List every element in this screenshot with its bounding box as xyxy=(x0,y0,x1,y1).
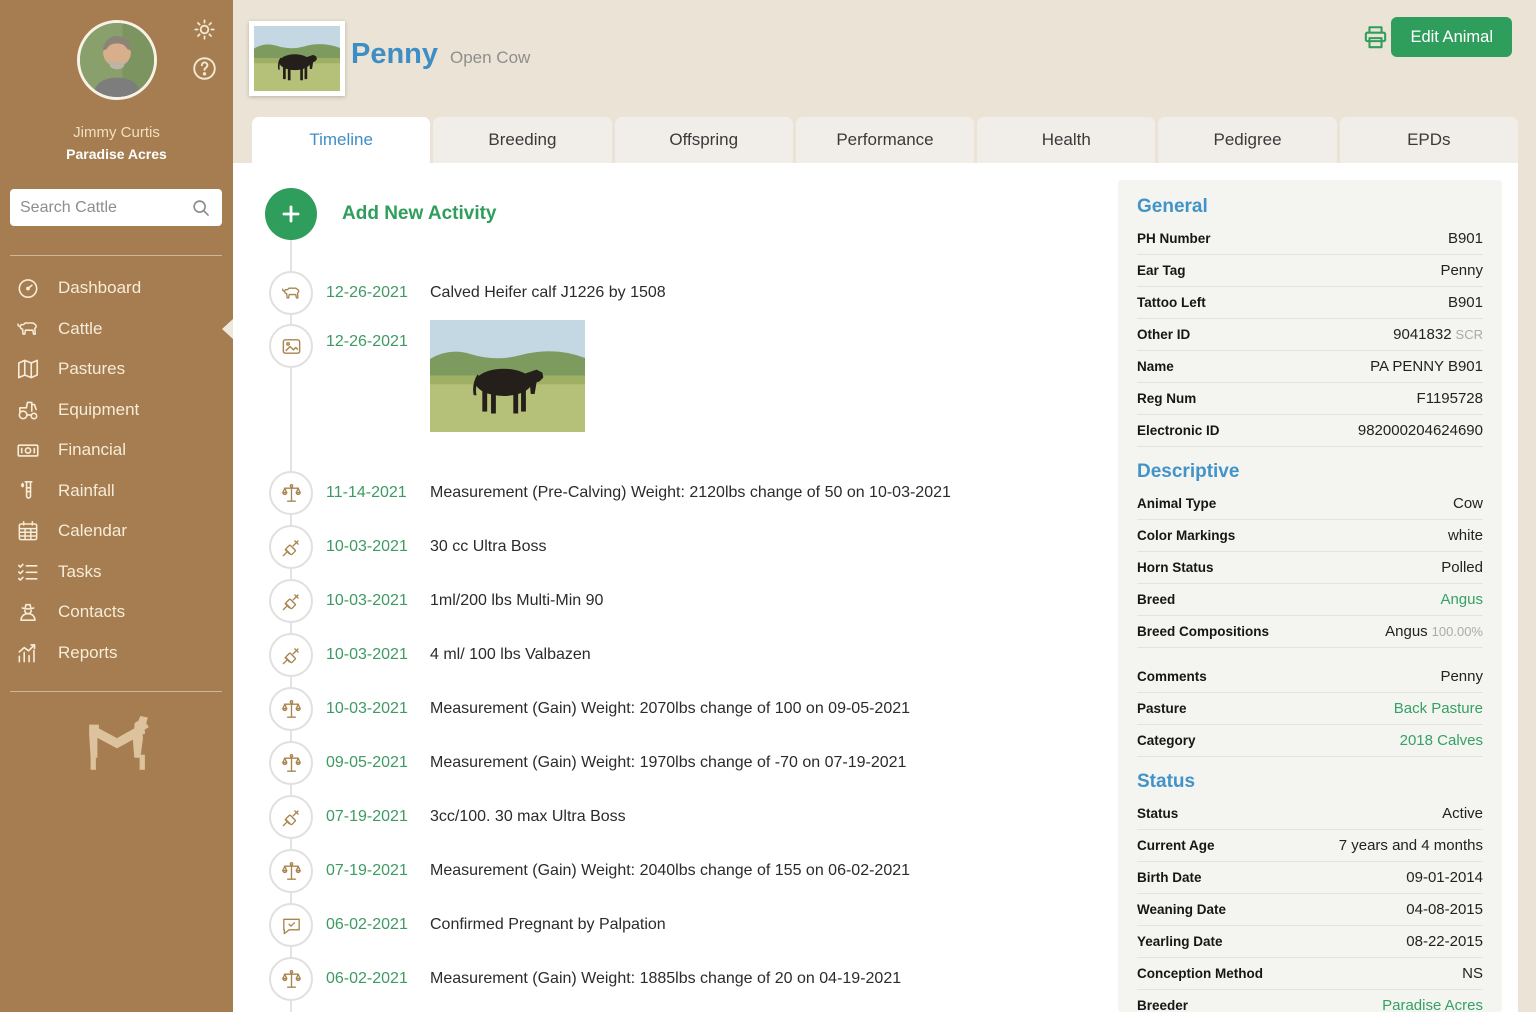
active-item-notch xyxy=(222,319,233,339)
detail-value-suffix: 100.00% xyxy=(1431,624,1483,639)
detail-label: Ear Tag xyxy=(1137,263,1186,278)
sidebar-item-label: Reports xyxy=(58,642,118,662)
sidebar-nav xyxy=(0,268,233,673)
sidebar-item-label: Contacts xyxy=(58,602,126,622)
entry-text: Calved Heifer calf J1226 by 1508 xyxy=(430,284,666,301)
main-area xyxy=(233,0,1536,1012)
timeline xyxy=(233,163,1113,1012)
detail-value[interactable]: 2018 Calves xyxy=(1399,732,1483,749)
sidebar-item-pastures[interactable] xyxy=(0,349,233,390)
detail-row-reg-num xyxy=(1137,383,1483,415)
cattle-icon xyxy=(15,316,41,342)
entry-date: 06-02-2021 xyxy=(326,970,408,987)
chat-check-icon xyxy=(269,903,313,947)
timeline-entry xyxy=(233,790,1113,844)
tab-performance[interactable]: Performance xyxy=(796,117,974,163)
sidebar-item-dashboard[interactable] xyxy=(0,268,233,309)
detail-label: Yearling Date xyxy=(1137,934,1223,949)
detail-value: Active xyxy=(1442,805,1483,822)
detail-value-suffix: SCR xyxy=(1455,327,1483,342)
detail-row-yearling-date xyxy=(1137,926,1483,958)
sidebar-item-label: Equipment xyxy=(58,399,140,419)
tab-offspring[interactable]: Offspring xyxy=(615,117,793,163)
equipment-icon xyxy=(15,397,41,423)
entry-text: Measurement (Gain) Weight: 1970lbs change of -70 on 07-19-2021 xyxy=(430,754,907,771)
dashboard-icon xyxy=(15,275,41,301)
detail-label: Color Markings xyxy=(1137,528,1236,543)
sidebar-divider xyxy=(10,691,222,692)
ranch-name: Paradise Acres xyxy=(66,146,167,162)
entry-text: Measurement (Gain) Weight: 2070lbs change of 100 on 09-05-2021 xyxy=(430,700,911,717)
pastures-icon xyxy=(15,356,41,382)
detail-label: Animal Type xyxy=(1137,496,1217,511)
cattlemax-logo xyxy=(68,708,166,780)
detail-value: 9041832 SCR xyxy=(1393,326,1483,343)
detail-row-tattoo-left xyxy=(1137,287,1483,319)
entry-text: Measurement (Gain) Weight: 2040lbs change of 155 on 06-02-2021 xyxy=(430,862,911,879)
detail-row-ph-number xyxy=(1137,223,1483,255)
sidebar xyxy=(0,0,233,1012)
gear-icon[interactable] xyxy=(191,16,218,43)
sidebar-item-label: Rainfall xyxy=(58,480,115,500)
content-sheet xyxy=(233,163,1518,1012)
scale-icon xyxy=(269,687,313,731)
entry-date: 10-03-2021 xyxy=(326,700,408,717)
scale-icon xyxy=(269,741,313,785)
detail-label: PH Number xyxy=(1137,231,1211,246)
detail-label: Status xyxy=(1137,806,1179,821)
tab-health[interactable]: Health xyxy=(977,117,1155,163)
sidebar-item-calendar[interactable] xyxy=(0,511,233,552)
sidebar-divider xyxy=(10,255,222,256)
sidebar-item-financial[interactable] xyxy=(0,430,233,471)
entry-date: 07-19-2021 xyxy=(326,862,408,879)
sidebar-item-rainfall[interactable] xyxy=(0,471,233,512)
detail-row-category xyxy=(1137,725,1483,757)
detail-row-electronic-id xyxy=(1137,415,1483,447)
sidebar-item-label: Dashboard xyxy=(58,278,142,298)
animal-name: Penny xyxy=(351,38,439,70)
scale-icon xyxy=(269,471,313,515)
add-activity-button[interactable] xyxy=(265,188,317,240)
entry-date: 10-03-2021 xyxy=(326,538,408,555)
animal-status: Open Cow xyxy=(450,48,531,67)
search-icon xyxy=(190,197,212,219)
sidebar-item-equipment[interactable] xyxy=(0,390,233,431)
detail-row-breeder xyxy=(1137,990,1483,1012)
detail-row-weaning-date xyxy=(1137,894,1483,926)
entry-text: Confirmed Pregnant by Palpation xyxy=(430,916,666,933)
detail-row-other-id xyxy=(1137,319,1483,351)
timeline-entry xyxy=(233,628,1113,682)
section-title-descriptive: Descriptive xyxy=(1137,461,1240,482)
detail-label: Other ID xyxy=(1137,327,1191,342)
timeline-entry xyxy=(233,844,1113,898)
syringe-icon xyxy=(269,795,313,839)
entry-date: 12-26-2021 xyxy=(326,333,408,350)
detail-value: Polled xyxy=(1441,559,1483,576)
detail-label: Conception Method xyxy=(1137,966,1263,981)
help-icon[interactable] xyxy=(190,54,219,83)
detail-label: Breed xyxy=(1137,592,1176,607)
detail-value: Penny xyxy=(1440,668,1483,685)
entry-date: 11-14-2021 xyxy=(326,484,407,501)
section-title-status: Status xyxy=(1137,771,1196,792)
timeline-entry xyxy=(233,574,1113,628)
detail-row-comments xyxy=(1137,661,1483,693)
detail-value: 7 years and 4 months xyxy=(1338,837,1483,854)
reports-icon xyxy=(15,640,41,666)
detail-label: Birth Date xyxy=(1137,870,1202,885)
timeline-entries xyxy=(233,266,1113,1006)
detail-label: Pasture xyxy=(1137,701,1187,716)
detail-row-breed-compositions xyxy=(1137,616,1483,648)
entry-date: 07-19-2021 xyxy=(326,808,408,825)
entry-text: 30 cc Ultra Boss xyxy=(430,538,547,555)
detail-value: B901 xyxy=(1447,230,1483,247)
detail-value[interactable]: Back Pasture xyxy=(1393,700,1483,717)
detail-label: Horn Status xyxy=(1137,560,1214,575)
timeline-entry xyxy=(233,898,1113,952)
detail-label: Breeder xyxy=(1137,998,1189,1012)
detail-label: Reg Num xyxy=(1137,391,1197,406)
detail-value: 08-22-2015 xyxy=(1406,933,1483,950)
sidebar-item-label: Pastures xyxy=(58,359,126,379)
contacts-icon xyxy=(15,599,41,625)
detail-row-name xyxy=(1137,351,1483,383)
syringe-icon xyxy=(269,633,313,677)
tab-pedigree[interactable]: Pedigree xyxy=(1158,117,1336,163)
entry-date: 10-03-2021 xyxy=(326,592,408,609)
timeline-entry xyxy=(233,736,1113,790)
timeline-entry xyxy=(233,682,1113,736)
tab-bar xyxy=(252,117,1518,163)
detail-row-birth-date xyxy=(1137,862,1483,894)
detail-value: white xyxy=(1447,527,1483,544)
user-name: Jimmy Curtis xyxy=(73,124,160,141)
detail-value: 982000204624690 xyxy=(1357,422,1483,439)
detail-value: Angus 100.00% xyxy=(1385,623,1483,640)
detail-label: Electronic ID xyxy=(1137,423,1220,438)
detail-row-ear-tag xyxy=(1137,255,1483,287)
detail-label: Current Age xyxy=(1137,838,1215,853)
tasks-icon xyxy=(15,559,41,585)
tab-timeline[interactable]: Timeline xyxy=(252,117,430,163)
detail-label: Category xyxy=(1137,733,1196,748)
detail-value: Penny xyxy=(1440,262,1483,279)
details-panel xyxy=(1118,180,1502,1012)
detail-value: NS xyxy=(1462,965,1483,982)
avatar[interactable] xyxy=(77,20,157,100)
detail-value: F1195728 xyxy=(1416,390,1483,407)
detail-row-breed xyxy=(1137,584,1483,616)
sidebar-item-label: Cattle xyxy=(58,318,103,338)
detail-value: B901 xyxy=(1447,294,1483,311)
detail-row-current-age xyxy=(1137,830,1483,862)
tab-epds[interactable]: EPDs xyxy=(1340,117,1518,163)
tab-breeding[interactable]: Breeding xyxy=(433,117,611,163)
rainfall-icon xyxy=(15,478,41,504)
detail-value[interactable]: Angus xyxy=(1440,591,1483,608)
syringe-icon xyxy=(269,525,313,569)
entry-text: 1ml/200 lbs Multi-Min 90 xyxy=(430,592,604,609)
detail-value: PA PENNY B901 xyxy=(1370,358,1483,375)
detail-row-status xyxy=(1137,798,1483,830)
entry-date: 12-26-2021 xyxy=(326,284,408,301)
detail-value: 04-08-2015 xyxy=(1406,901,1483,918)
syringe-icon xyxy=(269,579,313,623)
timeline-entry xyxy=(233,466,1113,520)
sidebar-item-tasks[interactable] xyxy=(0,552,233,593)
entry-text: 3cc/100. 30 max Ultra Boss xyxy=(430,808,626,825)
detail-row-color-markings xyxy=(1137,520,1483,552)
entry-text: Measurement (Pre-Calving) Weight: 2120lbs change of 50 on 10-03-2021 xyxy=(430,484,951,501)
sidebar-item-contacts[interactable] xyxy=(0,592,233,633)
search-input[interactable] xyxy=(20,199,190,217)
detail-label: Name xyxy=(1137,359,1174,374)
sidebar-item-label: Tasks xyxy=(58,561,102,581)
cow-icon xyxy=(269,271,313,315)
print-icon[interactable] xyxy=(1361,23,1390,52)
detail-value: 09-01-2014 xyxy=(1406,869,1483,886)
timeline-entry xyxy=(233,320,1113,466)
detail-row-conception-method xyxy=(1137,958,1483,990)
calendar-icon xyxy=(15,518,41,544)
section-title-general: General xyxy=(1137,196,1208,217)
detail-label: Tattoo Left xyxy=(1137,295,1206,310)
entry-text: 4 ml/ 100 lbs Valbazen xyxy=(430,646,591,663)
timeline-entry xyxy=(233,952,1113,1006)
timeline-entry xyxy=(233,520,1113,574)
scale-icon xyxy=(269,957,313,1001)
detail-row-horn-status xyxy=(1137,552,1483,584)
sidebar-item-label: Financial xyxy=(58,440,127,460)
detail-label: Comments xyxy=(1137,669,1207,684)
timeline-entry xyxy=(233,266,1113,320)
search-box xyxy=(10,189,222,226)
entry-date: 10-03-2021 xyxy=(326,646,408,663)
add-activity xyxy=(265,188,497,240)
photo-icon xyxy=(269,324,313,368)
sidebar-item-label: Calendar xyxy=(58,521,127,541)
activity-photo[interactable] xyxy=(430,320,585,432)
detail-label: Breed Compositions xyxy=(1137,624,1270,639)
detail-label: Weaning Date xyxy=(1137,902,1227,917)
edit-animal-button[interactable]: Edit Animal xyxy=(1391,17,1512,57)
entry-text: Measurement (Gain) Weight: 1885lbs change of 20 on 04-19-2021 xyxy=(430,970,902,987)
detail-row-pasture xyxy=(1137,693,1483,725)
entry-date: 06-02-2021 xyxy=(326,916,408,933)
financial-icon xyxy=(15,437,41,463)
scale-icon xyxy=(269,849,313,893)
sidebar-item-reports[interactable] xyxy=(0,633,233,674)
entry-date: 09-05-2021 xyxy=(326,754,408,771)
animal-thumbnail[interactable] xyxy=(249,21,345,96)
detail-row-animal-type xyxy=(1137,488,1483,520)
detail-value: Cow xyxy=(1452,495,1483,512)
detail-value[interactable]: Paradise Acres xyxy=(1382,997,1483,1012)
sidebar-item-cattle[interactable] xyxy=(0,309,233,350)
add-activity-label[interactable]: Add New Activity xyxy=(342,203,497,224)
